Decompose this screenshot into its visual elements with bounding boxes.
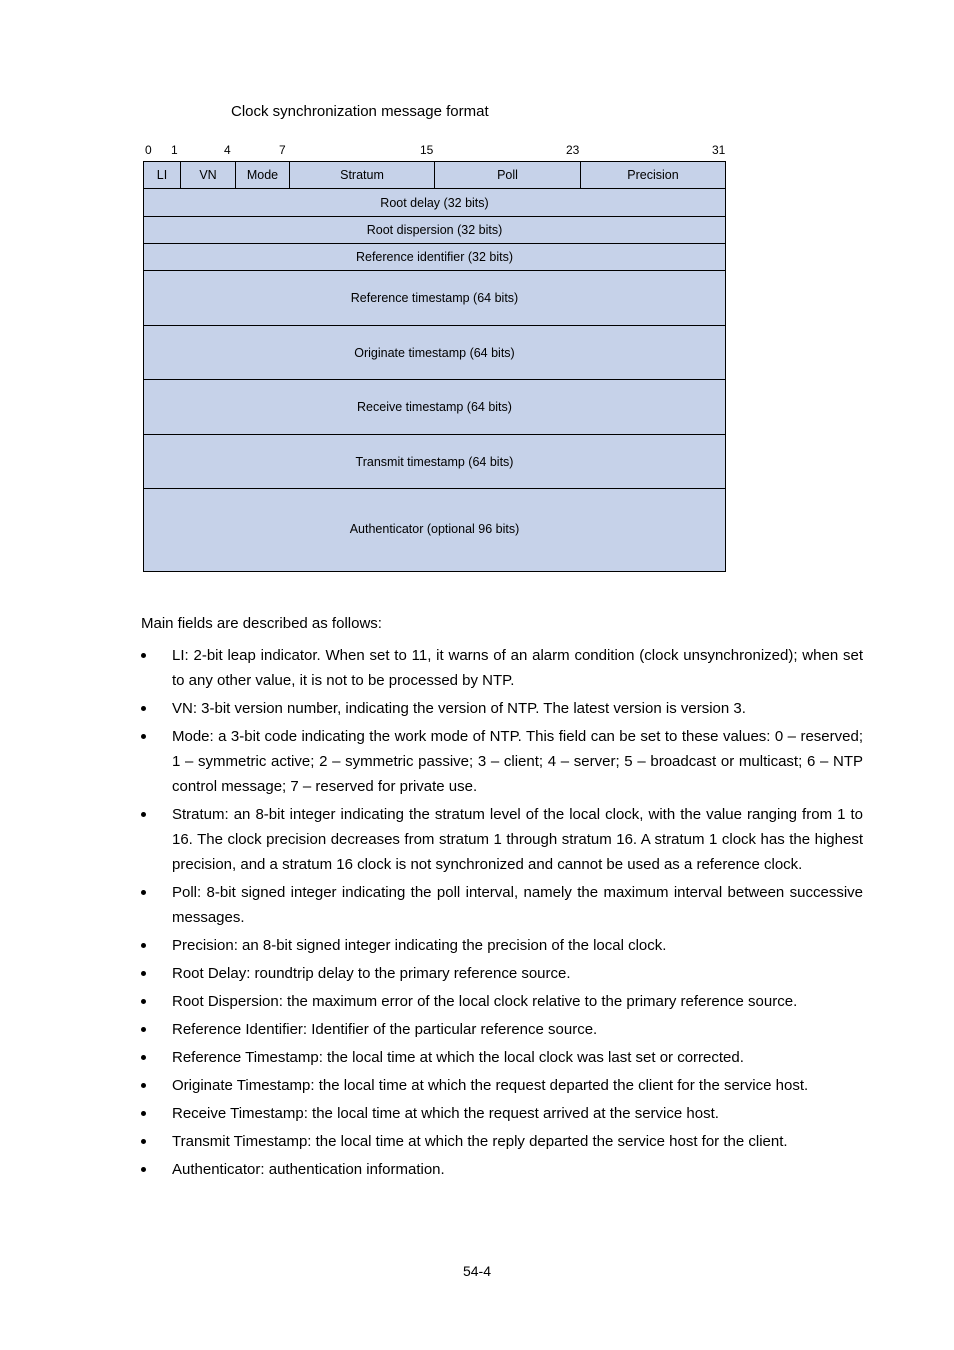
list-item: Transmit Timestamp: the local time at which the reply departed the service host for the client. xyxy=(141,1129,863,1154)
bullet-icon xyxy=(141,734,146,739)
list-item: Root Delay: roundtrip delay to the primary reference source. xyxy=(141,961,863,986)
bullet-icon xyxy=(141,890,146,895)
list-item: Mode: a 3-bit code indicating the work mode of NTP. This field can be set to these values: 0 – reserved; 1 – symmetric active; 2 – symmetric passive; 3 – client; 4 – server; 5 – broadcast or multicast; 6 – NTP control message; 7 – reserved for private use. xyxy=(141,724,863,799)
list-item: Poll: 8-bit signed integer indicating the poll interval, namely the maximum interval between successive messages. xyxy=(141,880,863,930)
bullet-icon xyxy=(141,1027,146,1032)
field-authenticator: Authenticator (optional 96 bits) xyxy=(349,522,520,536)
bullet-icon xyxy=(141,1083,146,1088)
field-stratum: Stratum xyxy=(290,162,435,188)
field-root-delay: Root delay (32 bits) xyxy=(144,189,725,217)
field-root-dispersion: Root dispersion (32 bits) xyxy=(144,217,725,244)
field-originate-timestamp: Originate timestamp (64 bits) xyxy=(144,326,725,380)
figure-title: Clock synchronization message format xyxy=(231,103,489,120)
bullet-icon xyxy=(141,999,146,1004)
list-item: VN: 3-bit version number, indicating the version of NTP. The latest version is version 3. xyxy=(141,696,863,721)
field-poll: Poll xyxy=(435,162,581,188)
bullet-icon xyxy=(141,706,146,711)
field-reference-identifier: Reference identifier (32 bits) xyxy=(144,244,725,271)
list-item: LI: 2-bit leap indicator. When set to 11, it warns of an alarm condition (clock unsynchronized); when set to any other value, it is not to be processed by NTP. xyxy=(141,643,863,693)
field-li: LI xyxy=(144,162,181,188)
intro-text: Main fields are described as follows: xyxy=(141,615,382,632)
bullet-icon xyxy=(141,1167,146,1172)
list-item: Reference Timestamp: the local time at which the local clock was last set or corrected. xyxy=(141,1045,863,1070)
bullet-icon xyxy=(141,1111,146,1116)
list-item: Originate Timestamp: the local time at which the request departed the client for the service host. xyxy=(141,1073,863,1098)
bit-label-0: 0 xyxy=(145,143,152,157)
bit-label-4: 4 xyxy=(224,143,231,157)
bullet-icon xyxy=(141,943,146,948)
list-item: Precision: an 8-bit signed integer indicating the precision of the local clock. xyxy=(141,933,863,958)
header-fields-row xyxy=(144,162,725,189)
list-item: Authenticator: authentication information. xyxy=(141,1157,863,1182)
field-mode: Mode xyxy=(236,162,290,188)
list-item: Receive Timestamp: the local time at which the request arrived at the service host. xyxy=(141,1101,863,1126)
bullet-icon xyxy=(141,653,146,658)
list-item: Root Dispersion: the maximum error of the local clock relative to the primary reference source. xyxy=(141,989,863,1014)
bit-label-7: 7 xyxy=(279,143,286,157)
field-receive-timestamp: Receive timestamp (64 bits) xyxy=(144,380,725,435)
bullet-icon xyxy=(141,1139,146,1144)
bullet-icon xyxy=(141,1055,146,1060)
list-item: Stratum: an 8-bit integer indicating the stratum level of the local clock, with the value ranging from 1 to 16. The clock precision decreases from stratum 1 through stratum 16. A stratum 1 clock has the highest precision, and a stratum 16 clock is not synchronized and cannot be used as a reference clock. xyxy=(141,802,863,877)
bullet-icon xyxy=(141,812,146,817)
list-item: Reference Identifier: Identifier of the particular reference source. xyxy=(141,1017,863,1042)
bit-label-23: 23 xyxy=(566,143,580,157)
bullet-icon xyxy=(141,971,146,976)
field-reference-timestamp: Reference timestamp (64 bits) xyxy=(144,271,725,326)
bit-label-15: 15 xyxy=(420,143,434,157)
bit-label-31: 31 xyxy=(712,143,726,157)
field-description-list xyxy=(141,640,863,1182)
field-transmit-timestamp: Transmit timestamp (64 bits) xyxy=(144,435,725,489)
field-precision: Precision xyxy=(627,168,679,182)
page-number: 54-4 xyxy=(462,1263,492,1279)
ntp-message-format-diagram xyxy=(143,161,726,572)
bit-label-1: 1 xyxy=(171,143,178,157)
field-vn: VN xyxy=(181,162,236,188)
